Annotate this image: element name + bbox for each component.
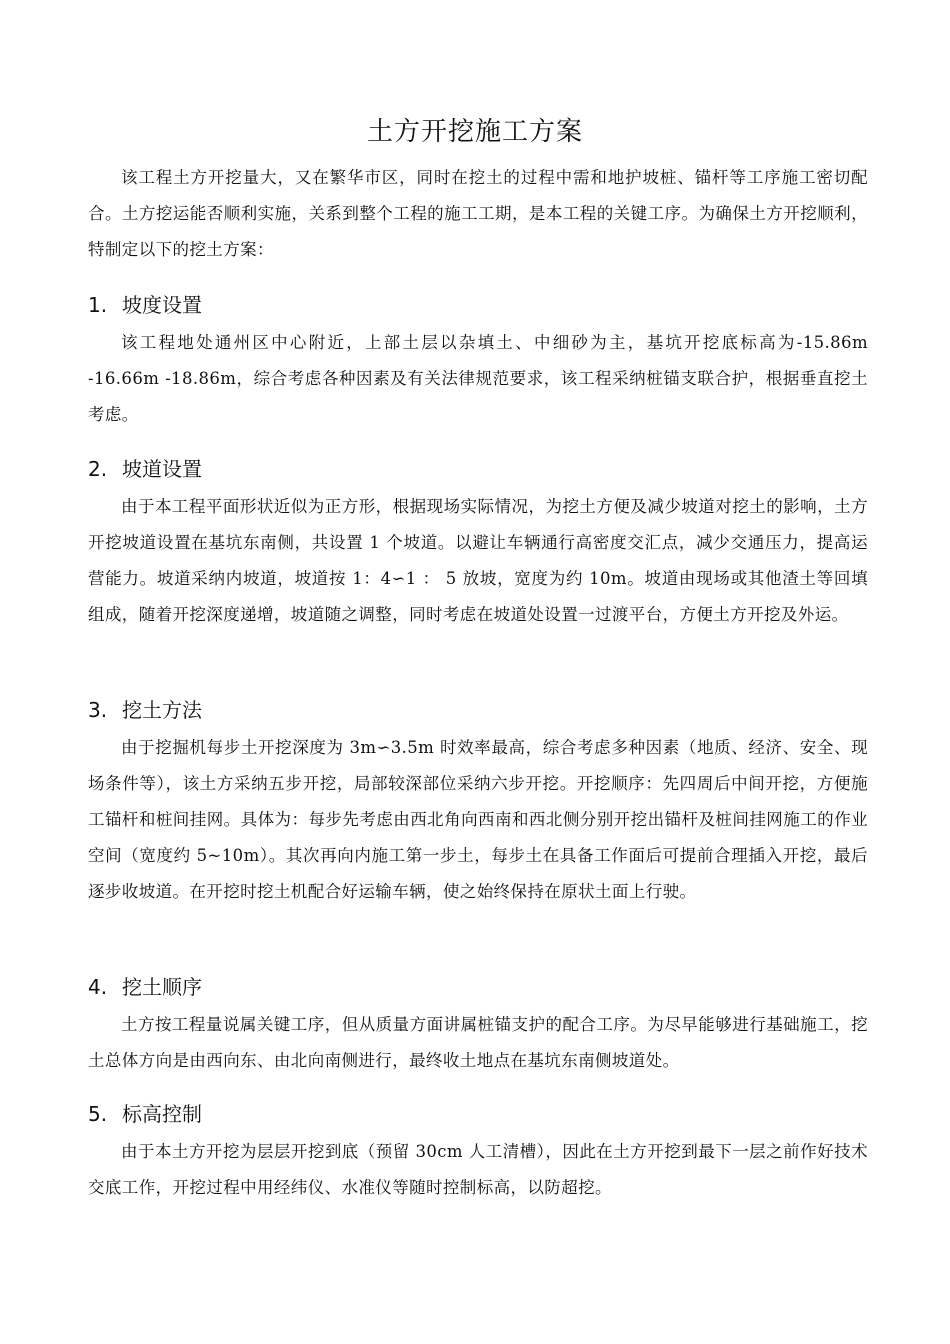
section-5-title: 标高控制 bbox=[122, 1102, 202, 1126]
section-5-block bbox=[88, 1134, 868, 1206]
section-4-title: 挖土顺序 bbox=[122, 975, 202, 999]
section-4-heading bbox=[88, 972, 868, 1002]
section-3-block bbox=[88, 730, 868, 910]
section-4-block bbox=[88, 1007, 868, 1079]
section-1-heading bbox=[88, 290, 868, 320]
section-1-number: 1. bbox=[88, 293, 108, 317]
section-1-block bbox=[88, 325, 868, 433]
section-5-body: 由于本土方开挖为层层开挖到底（预留 30cm 人工清槽），因此在土方开挖到最下一层之前作好技术交底工作，开挖过程中用经纬仪、水准仪等随时控制标高，以防超挖。 bbox=[88, 1142, 868, 1197]
section-2-heading bbox=[88, 454, 868, 484]
section-2-block bbox=[88, 489, 868, 633]
section-2-number: 2. bbox=[88, 457, 108, 481]
intro-paragraph: 该工程土方开挖量大，又在繁华市区，同时在挖土的过程中需和地护坡桩、锚杆等工序施工密切配合。土方挖运能否顺利实施，关系到整个工程的施工工期，是本工程的关键工序。为确保土方开挖顺利，特制定以下的挖土方案： bbox=[88, 168, 868, 259]
section-4-number: 4. bbox=[88, 975, 108, 999]
section-3-heading bbox=[88, 695, 868, 725]
section-5-heading bbox=[88, 1099, 868, 1129]
section-3-title: 挖土方法 bbox=[122, 698, 202, 722]
document-title: 土方开挖施工方案 bbox=[366, 117, 583, 147]
section-2-title: 坡道设置 bbox=[122, 457, 202, 481]
section-4-body: 土方按工程量说属关键工序，但从质量方面讲属桩锚支护的配合工序。为尽早能够进行基础施工，挖土总体方向是由西向东、由北向南侧进行，最终收土地点在基坑东南侧坡道处。 bbox=[88, 1015, 868, 1070]
section-1-body: 该工程地处通州区中心附近，上部土层以杂填土、中细砂为主，基坑开挖底标高为-15.86m -16.66m -18.86m，综合考虑各种因素及有关法律规范要求，该工程采纳桩锚支联合护，根据垂直挖土考虑。 bbox=[88, 333, 868, 424]
intro-block bbox=[88, 160, 868, 268]
section-3-body: 由于挖掘机每步土开挖深度为 3m∽3.5m 时效率最高，综合考虑多种因素（地质、经济、安全、现场条件等），该土方采纳五步开挖，局部较深部位采纳六步开挖。开挖顺序：先四周后中间开挖，方便施工锚杆和桩间挂网。具体为：每步先考虑由西北角向西南和西北侧分别开挖出锚杆及桩间挂网施工的作业空间（宽度约 5~10m）。其次再向内施工第一步土，每步土在具备工作面后可提前合理插入开挖，最后逐步收坡道。在开挖时挖土机配合好运输车辆，使之始终保持在原状土面上行驶。 bbox=[88, 738, 868, 901]
section-3-number: 3. bbox=[88, 698, 108, 722]
section-1-title: 坡度设置 bbox=[122, 293, 202, 317]
section-5-number: 5. bbox=[88, 1102, 108, 1126]
section-2-body: 由于本工程平面形状近似为正方形，根据现场实际情况，为挖土方便及减少坡道对挖土的影响，土方开挖坡道设置在基坑东南侧，共设置 1 个坡道。以避让车辆通行高密度交汇点，减少交通压力，提高运营能力。坡道采纳内坡道，坡道按 1：4∽1 ： 5 放坡，宽度为约 10m。坡道由现场或其他渣土等回填组成，随着开挖深度递增，坡道随之调整，同时考虑在坡道处设置一过渡平台，方便土方开挖及外运。 bbox=[88, 497, 868, 624]
